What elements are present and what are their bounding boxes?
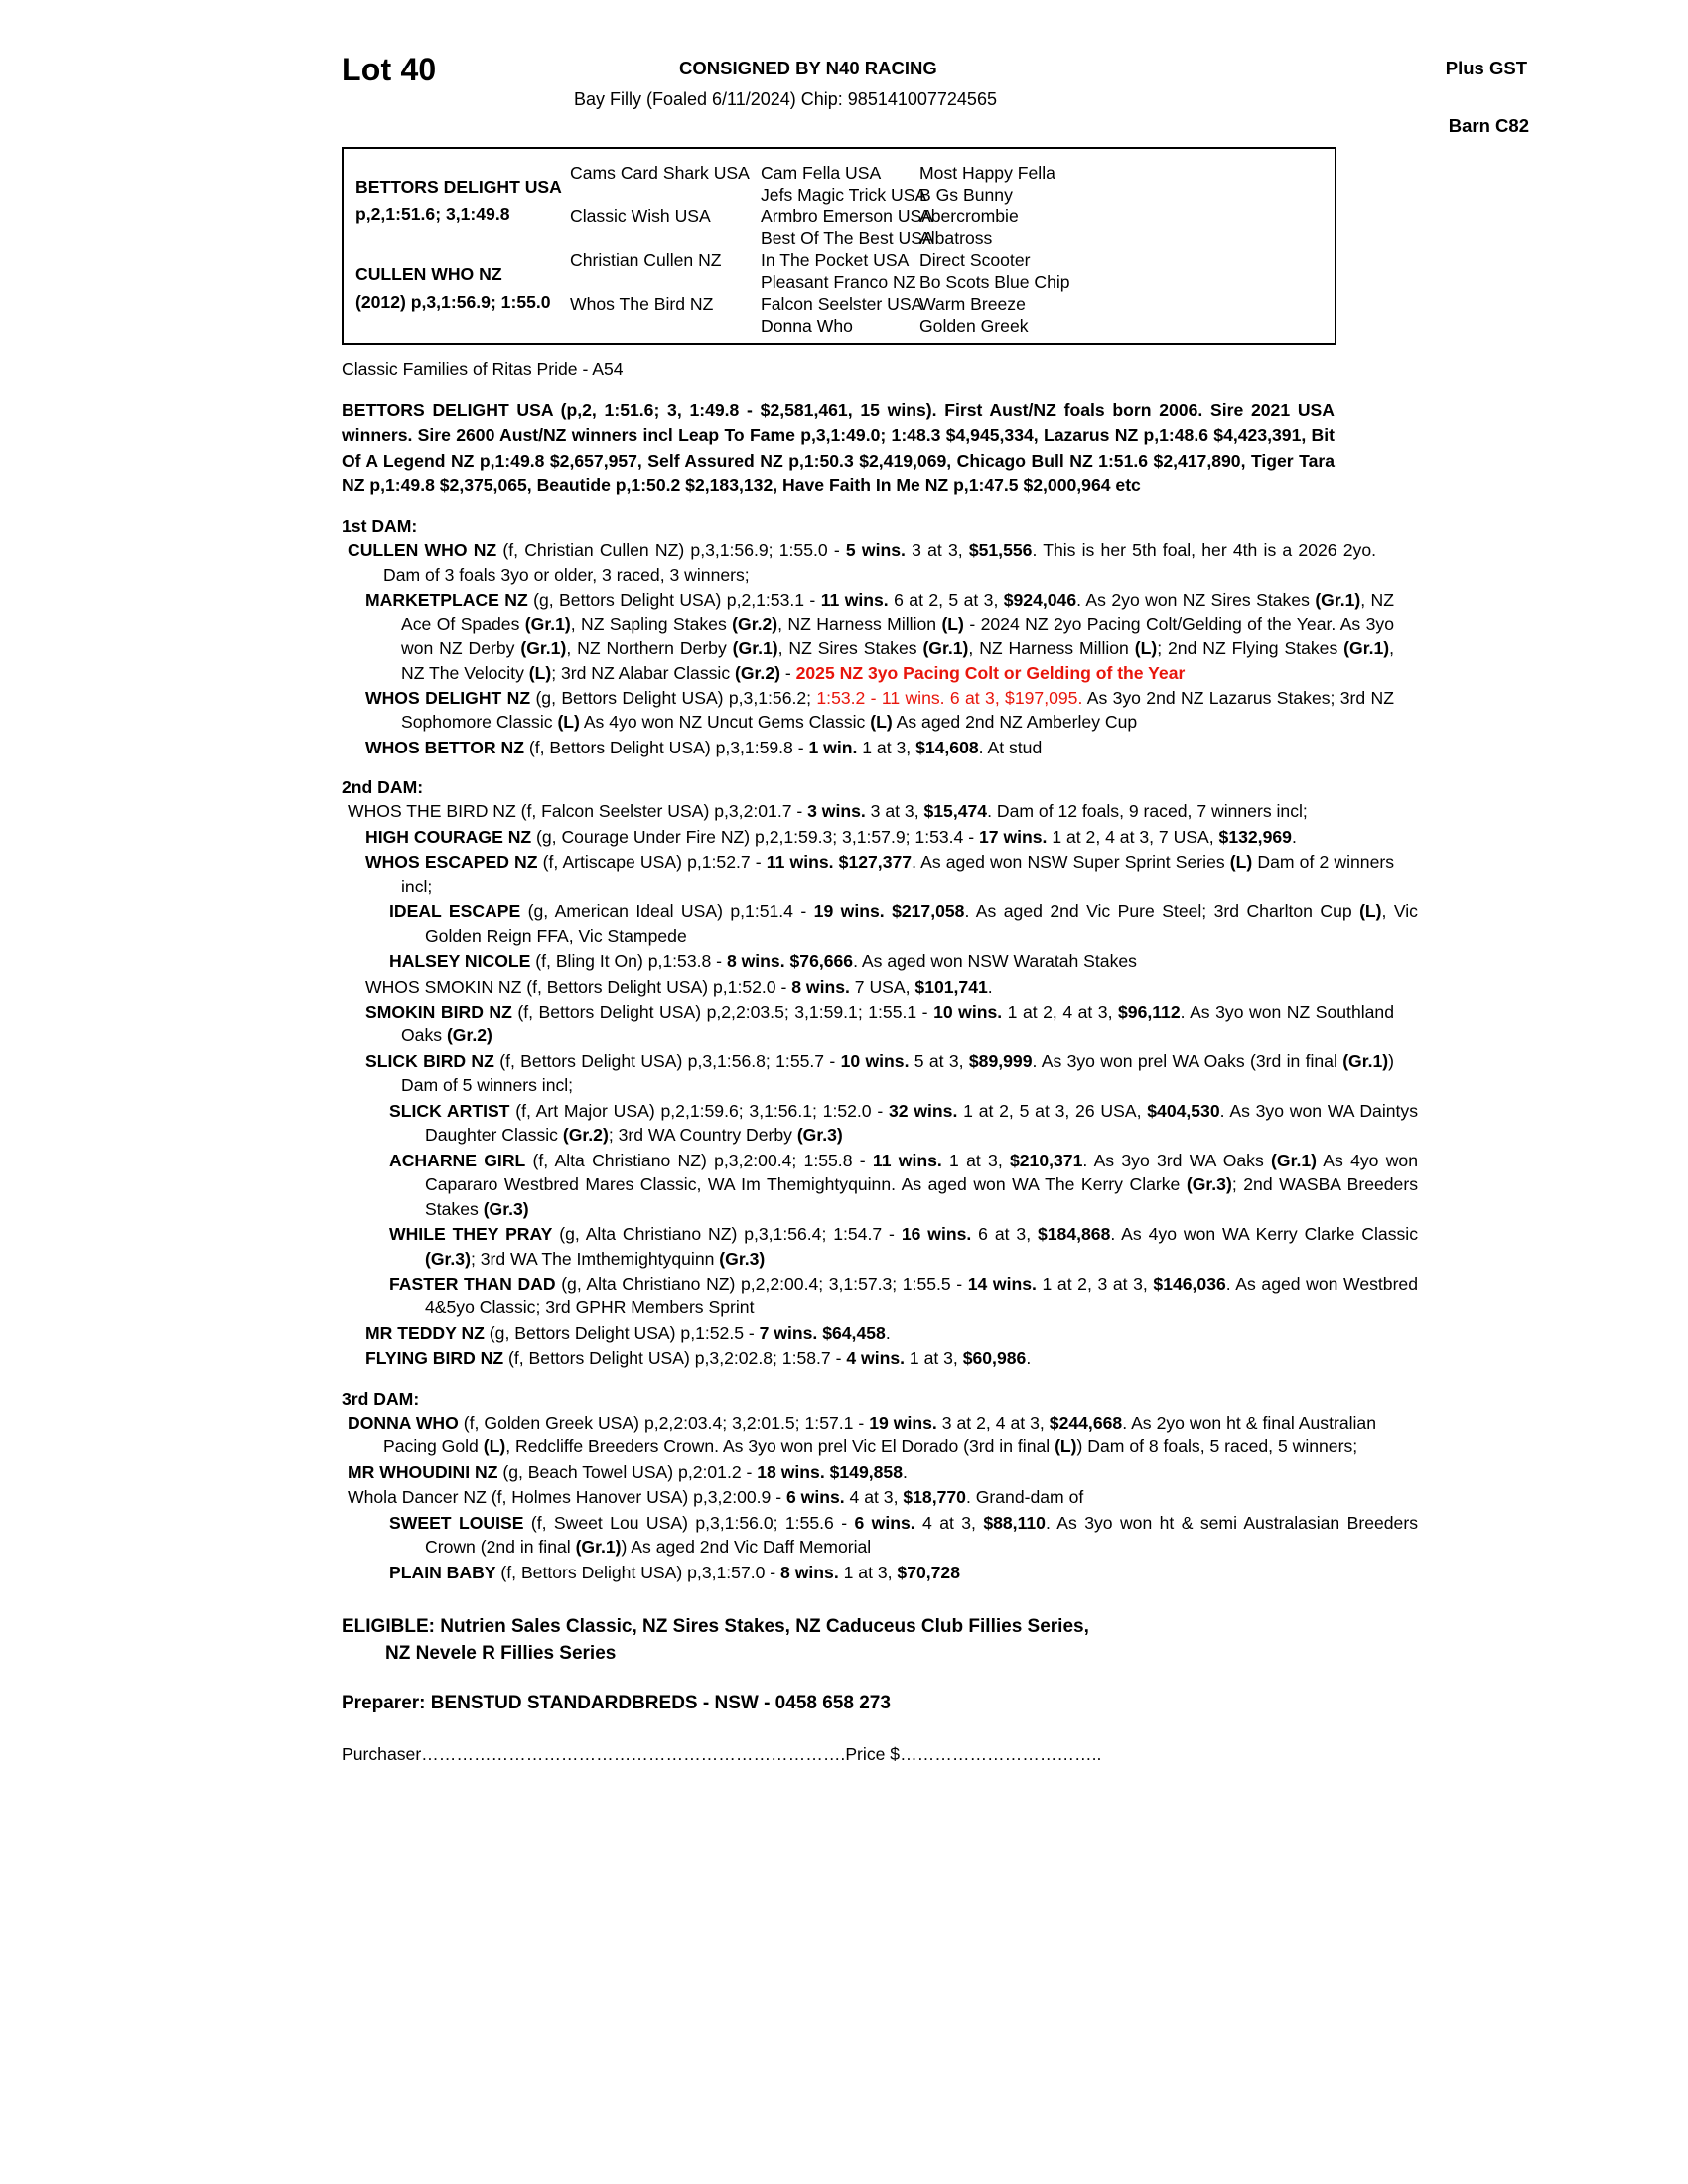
entry-highlight: 1:53.2 - 11 wins. 6 at 3, $197,095.	[816, 688, 1083, 709]
gg-parent-4: Best Of The Best USA	[761, 228, 934, 248]
pedigree-entry	[389, 1149, 1418, 1221]
entry-name: MARKETPLACE NZ	[365, 590, 528, 611]
entry-name: PLAIN BABY	[389, 1562, 496, 1582]
pedigree-entry	[389, 949, 1418, 973]
third-dam-list	[342, 1411, 1589, 1584]
entry-text: (f, Bettors Delight USA) p,3,1:57.0 - 8 wins. 1 at 3, $70,728	[495, 1562, 961, 1582]
entry-text: (f, Bettors Delight USA) p,1:52.0 - 8 wins. 7 USA, $101,741.	[521, 976, 993, 997]
first-dam-list	[342, 538, 1589, 759]
gg-parent-8: Donna Who	[761, 316, 853, 336]
entry-text: (g, Alta Christiano NZ) p,2,2:00.4; 3,1:57.3; 1:55.5 - 14 wins. 1 at 2, 3 at 3, $146,036. As aged won Westbred 4&5yo Classic; 3rd GPHR Members Sprint	[425, 1274, 1419, 1318]
pedigree-entry	[365, 1321, 1394, 1345]
entry-name: WHOS SMOKIN NZ	[365, 976, 522, 997]
pedigree-entry	[365, 588, 1394, 685]
entry-name: SMOKIN BIRD NZ	[365, 1002, 512, 1023]
eligible-line-1: ELIGIBLE: Nutrien Sales Classic, NZ Sires Stakes, NZ Caduceus Club Fillies Series,	[342, 1615, 1089, 1637]
second-dam-heading: 2nd DAM:	[342, 777, 424, 798]
pedigree-entry	[365, 1049, 1394, 1098]
lot-number: Lot 40	[342, 52, 437, 87]
pedigree-entry	[389, 1099, 1418, 1148]
entry-text: (g, Alta Christiano NZ) p,3,1:56.4; 1:54.7 - 16 wins. 6 at 3, $184,868. As 4yo won WA Kerry Clarke Classic (Gr.3); 3rd WA The Imthemightyquinn (Gr.3)	[425, 1224, 1419, 1269]
eligible-block	[342, 1614, 1344, 1667]
entry-name: WHILE THEY PRAY	[389, 1224, 553, 1245]
entry-name: WHOS THE BIRD NZ	[348, 801, 516, 822]
g4-parent-3: Abercrombie	[919, 206, 1019, 226]
page-header	[342, 46, 1589, 136]
sire-name: BETTORS DELIGHT USA	[355, 177, 562, 197]
dam-name: CULLEN WHO NZ	[355, 264, 502, 284]
gg-parent-3: Armbro Emerson USA	[761, 206, 934, 226]
entry-name: DONNA WHO	[348, 1412, 459, 1433]
entry-text: (f, Holmes Hanover USA) p,3,2:00.9 - 6 wins. 4 at 3, $18,770. Grand-dam of	[486, 1487, 1084, 1508]
third-dam-heading: 3rd DAM:	[342, 1388, 420, 1409]
entry-name: WHOS ESCAPED NZ	[365, 852, 538, 873]
horse-description: Bay Filly (Foaled 6/11/2024) Chip: 985141007724565	[574, 89, 997, 109]
pedigree-entry	[365, 1000, 1394, 1048]
entry-text: (g, Beach Towel USA) p,2:01.2 - 18 wins. $149,858.	[497, 1461, 908, 1482]
gg-parent-6: Pleasant Franco NZ	[761, 272, 916, 292]
entry-name: CULLEN WHO NZ	[348, 540, 497, 561]
pedigree-entry	[365, 736, 1394, 759]
entry-text: (f, Christian Cullen NZ) p,3,1:56.9; 1:55.0 - 5 wins. 3 at 3, $51,556. This is her 5th foal, her 4th is a 2026 2yo. Dam of 3 foals 3yo or older, 3 raced, 3 winners;	[383, 540, 1377, 585]
entry-name: FASTER THAN DAD	[389, 1274, 556, 1294]
pedigree-entry	[389, 899, 1418, 948]
grandparent-2: Classic Wish USA	[570, 206, 711, 226]
pedigree-entry	[365, 1346, 1394, 1370]
gg-parent-2: Jefs Magic Trick USA	[761, 185, 927, 205]
entry-name: MR TEDDY NZ	[365, 1322, 485, 1343]
pedigree-entry	[348, 1411, 1376, 1459]
gg-parent-7: Falcon Seelster USA	[761, 294, 923, 314]
g4-parent-2: B Gs Bunny	[919, 185, 1013, 205]
grandparent-4: Whos The Bird NZ	[570, 294, 714, 314]
pedigree-entry	[348, 1485, 1376, 1509]
entry-text: (f, Bettors Delight USA) p,3,1:59.8 - 1 win. 1 at 3, $14,608. At stud	[523, 737, 1043, 757]
entry-text: (f, Bettors Delight USA) p,3,1:56.8; 1:55.7 - 10 wins. 5 at 3, $89,999. As 3yo won prel WA Oaks (3rd in final (Gr.1)) Dam of 5 winners incl;	[401, 1050, 1395, 1096]
entry-text: (g, Bettors Delight USA) p,1:52.5 - 7 wins. $64,458.	[484, 1322, 891, 1343]
entry-award: 2025 NZ 3yo Pacing Colt or Gelding of the Year	[795, 662, 1186, 683]
entry-text-2: As 3yo 2nd NZ Lazarus Stakes; 3rd NZ Sophomore Classic (L) As 4yo won NZ Uncut Gems Classic (L) As aged 2nd NZ Amberley Cup	[401, 688, 1394, 733]
entry-name: SLICK ARTIST	[389, 1100, 510, 1121]
entry-text: (g, Courage Under Fire NZ) p,2,1:59.3; 3,1:57.9; 1:53.4 - 17 wins. 1 at 2, 4 at 3, 7 USA, $132,969.	[531, 826, 1297, 847]
grandparent-1: Cams Card Shark USA	[570, 163, 750, 183]
entry-name: SLICK BIRD NZ	[365, 1050, 494, 1071]
purchaser-line: Purchaser……………………………………………………………….Price $……………………………..	[342, 1744, 1102, 1765]
g4-parent-5: Direct Scooter	[919, 250, 1031, 270]
entry-text: (f, Artiscape USA) p,1:52.7 - 11 wins. $127,377. As aged won NSW Super Sprint Series (L) Dam of 2 winners incl;	[401, 852, 1395, 896]
entry-name: IDEAL ESCAPE	[389, 901, 521, 922]
g4-parent-6: Bo Scots Blue Chip	[919, 272, 1070, 292]
pedigree-entry	[389, 1561, 1418, 1584]
pedigree-col-grandparents	[570, 149, 774, 343]
gg-parent-1: Cam Fella USA	[761, 163, 882, 183]
pedigree-entry	[389, 1511, 1418, 1560]
grandparent-3: Christian Cullen NZ	[570, 250, 722, 270]
entry-name: HALSEY NICOLE	[389, 951, 531, 972]
plus-gst-label: Plus GST	[1445, 58, 1527, 78]
preparer-line: Preparer: BENSTUD STANDARDBREDS - NSW - 0458 658 273	[342, 1693, 891, 1714]
first-dam-heading: 1st DAM:	[342, 516, 418, 537]
entry-text: (f, Bettors Delight USA) p,2,2:03.5; 3,1:59.1; 1:55.1 - 10 wins. 1 at 2, 4 at 3, $96,112. As 3yo won NZ Southland Oaks (Gr.2)	[401, 1002, 1394, 1046]
pedigree-entry	[365, 850, 1394, 898]
entry-name: WHOS DELIGHT NZ	[365, 688, 531, 709]
pedigree-entry	[348, 1460, 1376, 1484]
entry-text: (g, Bettors Delight USA) p,3,1:56.2;	[530, 688, 817, 709]
g4-parent-7: Warm Breeze	[919, 294, 1026, 314]
entry-text: (f, Bettors Delight USA) p,3,2:02.8; 1:58.7 - 4 wins. 1 at 3, $60,986.	[503, 1348, 1032, 1369]
pedigree-entry	[365, 975, 1394, 999]
dam-record: (2012) p,3,1:56.9; 1:55.0	[355, 292, 551, 312]
entry-name: HIGH COURAGE NZ	[365, 826, 532, 847]
entry-name: Whola Dancer NZ	[348, 1487, 487, 1508]
entry-name: SWEET LOUISE	[389, 1512, 524, 1533]
pedigree-col-fourth-generation	[919, 149, 1098, 343]
pedigree-col-parents	[355, 149, 590, 343]
pedigree-entry	[365, 825, 1394, 849]
consignor: CONSIGNED BY N40 RACING	[679, 58, 937, 78]
sire-summary: BETTORS DELIGHT USA (p,2, 1:51.6; 3, 1:49.8 - $2,581,461, 15 wins). First Aust/NZ foals born 2006. Sire 2021 USA winners. Sire 2600 Aust/NZ winners incl Leap To Fame p,3,1:49.0; 1:48.3 $4,945,334, Lazarus NZ p,1:48.6 $4,423,391, Bit Of A Legend NZ p,1:49.8 $2,657,957, Self Assured NZ p,1:50.3 $2,419,069, Chicago Bull NZ 1:51.6 $2,417,890, Tiger Tara NZ p,1:49.8 $2,375,065, Beautide p,1:50.2 $2,183,132, Have Faith In Me NZ p,1:47.5 $2,000,964 etc	[342, 400, 1335, 495]
pedigree-entry	[348, 799, 1376, 823]
entry-text: (g, Bettors Delight USA) p,2,1:53.1 - 11 wins. 6 at 2, 5 at 3, $924,046. As 2yo won NZ Sires Stakes (Gr.1), NZ Ace Of Spades (Gr.1), NZ Sapling Stakes (Gr.2), NZ Harness Million (L) - 2024 NZ 2yo Pacing Colt/Gelding of the Year. As 3yo won NZ Derby (Gr.1), NZ Northern Derby (Gr.1), NZ Sires Stakes (Gr.1), NZ Harness Million (L); 2nd NZ Flying Stakes (Gr.1), NZ The Velocity (L); 3rd NZ Alabar Classic (Gr.2) -	[401, 590, 1395, 683]
eligible-line-2: NZ Nevele R Fillies Series	[385, 1642, 617, 1664]
barn-number: Barn C82	[1448, 115, 1529, 136]
entry-text: (f, Golden Greek USA) p,2,2:03.4; 3,2:01.5; 1:57.1 - 19 wins. 3 at 2, 4 at 3, $244,668. As 2yo won ht & final Australian Pacing Gold (L), Redcliffe Breeders Crown. As 3yo won prel Vic El Dorado (3rd in final (L)) Dam of 8 foals, 5 raced, 5 winners;	[383, 1412, 1376, 1457]
entry-name: ACHARNE GIRL	[389, 1150, 526, 1170]
entry-name: WHOS BETTOR NZ	[365, 737, 524, 757]
pedigree-table	[342, 147, 1336, 345]
entry-text: (f, Art Major USA) p,2,1:59.6; 3,1:56.1; 1:52.0 - 32 wins. 1 at 2, 5 at 3, 26 USA, $404,530. As 3yo won WA Daintys Daughter Classic (Gr.2); 3rd WA Country Derby (Gr.3)	[425, 1100, 1418, 1146]
pedigree-entry	[348, 538, 1376, 587]
entry-text: (f, Falcon Seelster USA) p,3,2:01.7 - 3 wins. 3 at 3, $15,474. Dam of 12 foals, 9 raced, 7 winners incl;	[515, 801, 1308, 822]
sire-record: p,2,1:51.6; 3,1:49.8	[355, 205, 510, 224]
pedigree-entry	[389, 1272, 1418, 1320]
entry-name: MR WHOUDINI NZ	[348, 1461, 498, 1482]
entry-text: (f, Alta Christiano NZ) p,3,2:00.4; 1:55.8 - 11 wins. 1 at 3, $210,371. As 3yo 3rd WA Oaks (Gr.1) As 4yo won Capararo Westbred Mares Classic, WA Im Themightyquinn. As aged won WA The Kerry Clarke (Gr.3); 2nd WASBA Breeders Stakes (Gr.3)	[425, 1150, 1419, 1219]
family-line: Classic Families of Ritas Pride - A54	[342, 359, 624, 379]
second-dam-list	[342, 799, 1589, 1370]
entry-name: FLYING BIRD NZ	[365, 1348, 504, 1369]
g4-parent-1: Most Happy Fella	[919, 163, 1055, 183]
entry-text: (f, Bling It On) p,1:53.8 - 8 wins. $76,666. As aged won NSW Waratah Stakes	[530, 951, 1137, 972]
entry-text: (f, Sweet Lou USA) p,3,1:56.0; 1:55.6 - 6 wins. 4 at 3, $88,110. As 3yo won ht & semi Australasian Breeders Crown (2nd in final (Gr.1)) As aged 2nd Vic Daff Memorial	[425, 1512, 1418, 1558]
g4-parent-8: Golden Greek	[919, 316, 1029, 336]
pedigree-entry	[389, 1222, 1418, 1271]
gg-parent-5: In The Pocket USA	[761, 250, 910, 270]
pedigree-entry	[365, 686, 1394, 735]
g4-parent-4: Albatross	[919, 228, 993, 248]
entry-text: (g, American Ideal USA) p,1:51.4 - 19 wins. $217,058. As aged 2nd Vic Pure Steel; 3rd Charlton Cup (L), Vic Golden Reign FFA, Vic Stampede	[425, 901, 1418, 946]
